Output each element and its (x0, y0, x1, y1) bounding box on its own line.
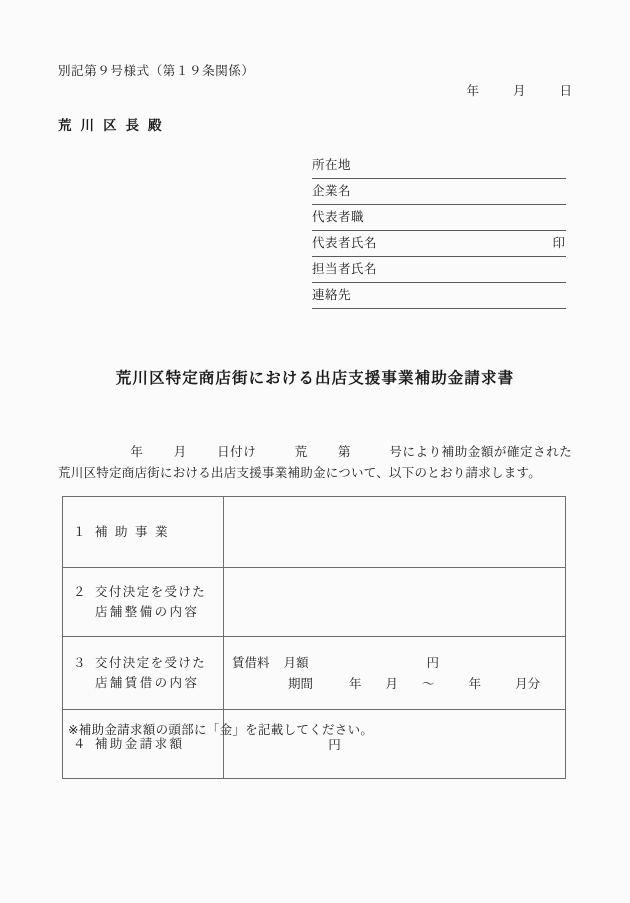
field-row-company[interactable] (312, 179, 566, 205)
field-row-representative-title[interactable] (312, 205, 566, 231)
date-year-label: 年 (466, 83, 479, 98)
row-label-text-2a: 交付決定を受けた (95, 584, 207, 599)
field-label-location: 所在地 (312, 157, 352, 172)
claim-amount-unit: 円 (328, 737, 341, 752)
field-label-company: 企業名 (312, 183, 352, 198)
lease-period-label: 期間 (288, 676, 314, 691)
row-number-2: ２ (73, 584, 86, 599)
applicant-info-block (312, 153, 566, 309)
table-row (63, 637, 566, 710)
date-line (466, 81, 572, 99)
table-row (63, 568, 566, 637)
body-date-suffix: 日付け (216, 444, 257, 459)
table-note: ※補助金請求額の頭部に「金」を記載してください。 (68, 722, 374, 737)
date-month-label: 月 (512, 83, 526, 98)
body-year-label: 年 (130, 444, 144, 459)
row-label-subsidized-project (63, 497, 224, 568)
field-row-representative-name[interactable] (312, 231, 566, 257)
seal-mark: 印 (552, 235, 565, 250)
lease-range-mark: ～ (422, 676, 435, 691)
row-label-text-4: 補助金請求額 (95, 736, 185, 751)
form-code: 別記第９号様式（第１９条関係） (58, 63, 255, 78)
field-row-contact-person[interactable] (312, 257, 566, 283)
row-value-store-lease[interactable] (224, 637, 566, 710)
field-label-representative-name: 代表者氏名 (312, 235, 378, 250)
row-value-store-improvement[interactable] (224, 568, 566, 637)
row-value-subsidized-project[interactable] (224, 497, 566, 568)
field-row-contact-info[interactable] (312, 283, 566, 309)
row-number-1: １ (73, 524, 86, 539)
table-row (63, 497, 566, 568)
field-label-representative-title: 代表者職 (312, 209, 365, 224)
date-day-label: 日 (559, 83, 572, 98)
body-doc-prefix: 荒 (294, 444, 308, 459)
lease-period-line (232, 673, 557, 694)
row-label-store-improvement (63, 568, 224, 637)
lease-to-month: 月分 (515, 676, 541, 691)
lease-monthly-line (232, 652, 557, 673)
lease-monthly-label: 月額 (283, 655, 309, 670)
body-doc-number-label: 第 (337, 444, 352, 459)
body-line1-rest: 号により補助金額が確定された荒 (58, 444, 572, 480)
row-label-text-3b: 店舗賃借の内容 (95, 675, 200, 690)
field-label-contact-info: 連絡先 (312, 287, 352, 302)
lease-caption: 賃借料 (232, 655, 270, 670)
body-paragraph (58, 441, 572, 483)
field-label-contact-person: 担当者氏名 (312, 261, 378, 276)
lease-from-month: 月 (385, 676, 399, 691)
page-title: 荒川区特定商店街における出店支援事業補助金請求書 (115, 369, 515, 387)
row-label-text-2b: 店舗整備の内容 (95, 604, 200, 619)
lease-from-year: 年 (349, 676, 362, 691)
lease-monthly-unit: 円 (426, 655, 440, 670)
addressee: 荒川区長殿 (58, 118, 171, 134)
body-line2: 川区特定商店街における出店支援事業補助金について、以下のとおり請求します。 (70, 465, 542, 480)
body-month-label: 月 (173, 444, 187, 459)
row-label-text-3a: 交付決定を受けた (95, 655, 207, 670)
field-row-location[interactable] (312, 153, 566, 179)
row-label-store-lease (63, 637, 224, 710)
row-number-4: ４ (73, 736, 86, 751)
lease-to-year: 年 (468, 676, 482, 691)
row-label-text-1: 補助事業 (95, 524, 176, 539)
row-number-3: ３ (73, 655, 86, 670)
